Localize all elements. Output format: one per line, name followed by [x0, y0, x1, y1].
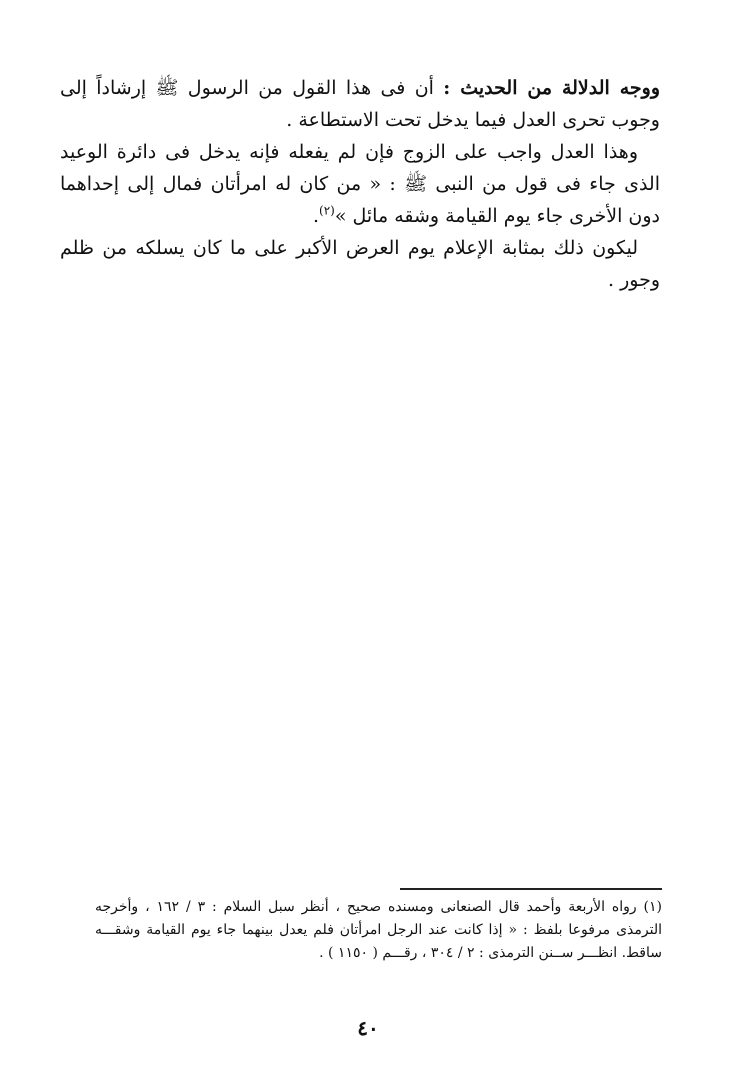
paragraph-2-end: . [312, 205, 320, 227]
main-text [60, 72, 660, 296]
paragraph-1-text: أن فى هذا القول من الرسول ﷺ إرشاداً إلى وجوب تحرى العدل فيما يدخل تحت الاستطاعة . [60, 77, 660, 131]
paragraph-2 [60, 136, 660, 232]
paragraph-3 [60, 232, 660, 296]
footnote-1: (١) رواه الأربعة وأحمد قال الصنعانى ومسنده صحيح ، أنظر سبل السلام : ٣ / ١٦٢ ، وأخرجه الترمذى مرفوعا بلفظ : « إذا كانت عند الرجل امرأتان فلم يعدل بينهما جاء يوم القيامة وشقـــه ساقط. انظـــر ســنن الترمذى : ٢ / ٣٠٤ ، رقـــم ( ١١٥٠ ) . [95, 899, 663, 961]
footnote-divider [400, 888, 662, 890]
paragraph-2-text: وهذا العدل واجب على الزوج فإن لم يفعله فإنه يدخل فى دائرة الوعيد الذى جاء فى قول من النبى ﷺ : « من كان له امرأتان فمال إلى إحداهما دون الأخرى جاء يوم القيامة وشقه مائل » [60, 141, 660, 227]
section-lead: ووجه الدلالة من الحديث : [443, 77, 661, 99]
paragraph-1 [60, 72, 660, 136]
footnote-reference: (٢) [319, 203, 335, 218]
page-number: ٤٠ [357, 1016, 379, 1040]
paragraph-3-text: ليكون ذلك بمثابة الإعلام يوم العرض الأكبر على ما كان يسلكه من ظلم وجور . [60, 237, 660, 291]
footnotes [95, 896, 662, 965]
